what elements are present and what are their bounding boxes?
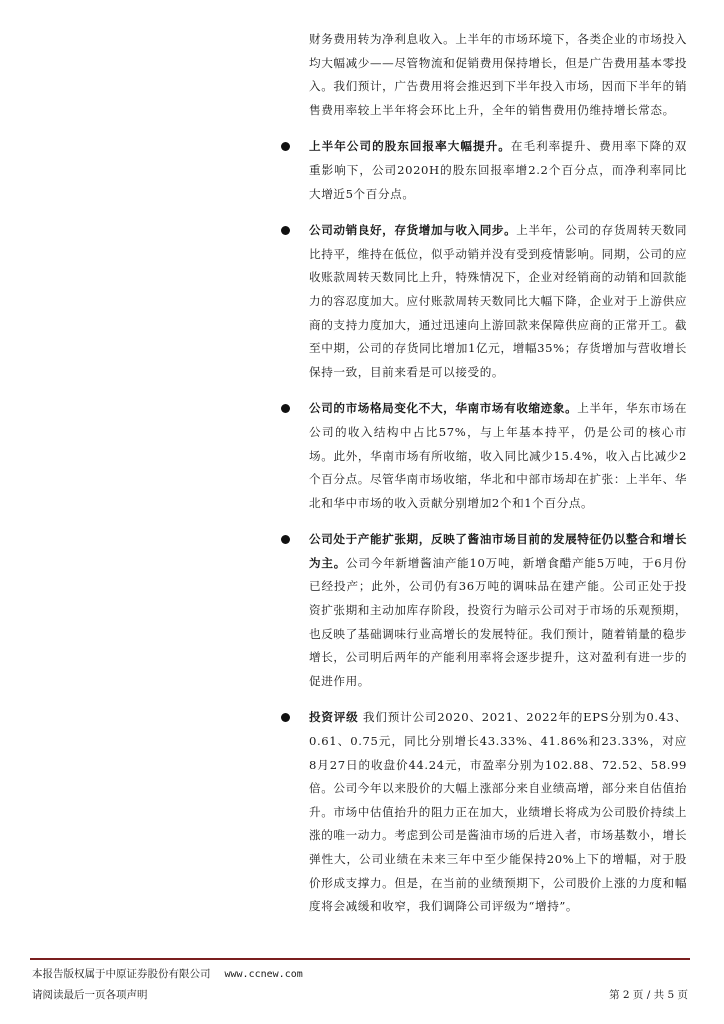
bullet-inventory [309,219,687,384]
page-number: 第 2 页 / 共 5 页 [609,989,688,1001]
bullet-body: 在毛利率提升、费用率下降的双重影响下，公司2020H的股东回报率增2.2个百分点，而净利率同比大增近5个百分点。 [309,139,687,201]
bullet-dot-icon [281,535,290,544]
footer-divider [30,958,690,960]
bullet-body: 上半年，华东市场在公司的收入结构中占比57%，与上年基本持平，仍是公司的核心市场。此外，华南市场有所收缩，收入同比减少15.4%，收入占比减少2个百分点。尽管华南市场收缩，华北和中部市场却在扩张：上半年、华北和华中市场的收入贡献分别增加2个和1个百分点。 [309,401,688,510]
bullet-lead: 公司动销良好，存货增加与收入同步。 [309,223,517,238]
footer-disclaimer: 请阅读最后一页各项声明 [32,989,148,1001]
bullet-lead: 公司处于产能扩张期，反映了酱油市场目前的发展特征仍以整合和增长为主。 [309,532,688,570]
bullet-dot-icon [281,142,290,151]
bullet-dot-icon [281,713,290,722]
bullet-investment-rating [309,706,687,918]
bullet-dot-icon [281,226,290,235]
bullet-lead: 上半年公司的股东回报率大幅提升。 [309,139,511,154]
footer-copyright: 本报告版权属于中原证券股份有限公司 [32,968,211,980]
report-body [309,28,687,919]
footer-url[interactable]: www.ccnew.com [224,969,303,980]
bullet-body: 上半年，公司的存货周转天数同比持平，维持在低位，似乎动销并没有受到疫情影响。同期，公司的应收账款周转天数同比上升，特殊情况下，企业对经销商的动销和回款能力的容忍度加大。应付账款周转天数同比大幅下降，企业对于上游供应商的支持力度加大，通过迅速向上游回款来保障供应商的正常开工。截至中期，公司的存货同比增加1亿元，增幅35%；存货增加与营收增长保持一致，目前来看是可以接受的。 [309,223,688,379]
bullet-capacity-expansion [309,528,687,693]
bullet-lead: 公司的市场格局变化不大，华南市场有收缩迹象。 [309,401,578,416]
bullet-shareholder-return [309,135,687,206]
bullet-lead: 投资评级 [309,710,359,725]
bullet-body: 公司今年新增酱油产能10万吨，新增食醋产能5万吨，于6月份已经投产；此外，公司仍有36万吨的调味品在建产能。公司正处于投资扩张期和主动加库存阶段，投资行为暗示公司对于市场的乐观预期，也反映了基础调味行业高增长的发展特征。我们预计，随着销量的稳步增长，公司明后两年的产能利用率将会逐步提升，这对盈利有进一步的促进作用。 [309,555,688,688]
bullet-dot-icon [281,404,290,413]
page-footer [32,964,688,1005]
intro-paragraph: 财务费用转为净利息收入。上半年的市场环境下，各类企业的市场投入均大幅减少——尽管物流和促销费用保持增长，但是广告费用基本零投入。我们预计，广告费用将会推迟到下半年投入市场，因而下半年的销售费用率较上半年将会环比上升，全年的销售费用仍维持增长常态。 [309,32,688,117]
bullet-body: 我们预计公司2020、2021、2022年的EPS分别为0.43、0.61、0.75元，同比分别增长43.33%、41.86%和23.33%，对应8月27日的收盘价44.24元，市盈率分别为102.88、72.52、58.99倍。公司今年以来股价的大幅上涨部分来自业绩高增，部分来自估值抬升。市场中估值抬升的阻力正在加大，业绩增长将成为公司股价持续上涨的唯一动力。考虑到公司是酱油市场的后进入者，市场基数小，增长弹性大，公司业绩在未来三年中至少能保持20%上下的增幅，对于股价形成支撑力。但是，在当前的业绩预期下，公司股价上涨的力度和幅度将会减缓和收窄，我们调降公司评级为“增持”。 [309,710,688,914]
bullet-market-structure [309,397,687,515]
